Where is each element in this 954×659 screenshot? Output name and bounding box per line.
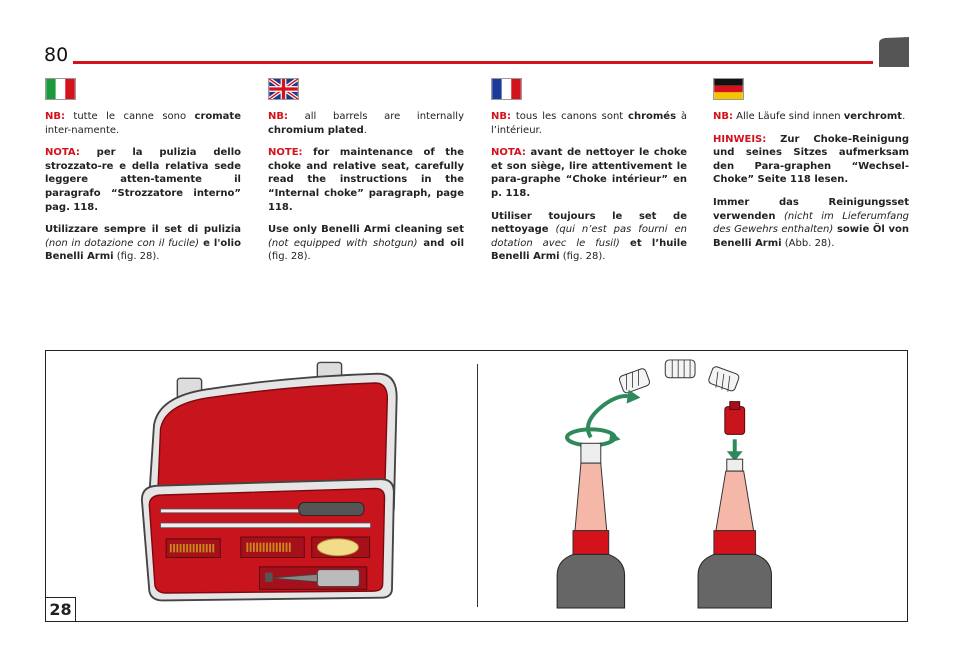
nota-paragraph: NOTA: avant de nettoyer le choke et son siège, lire attentivement le para-graphe “Choke intérieur” en p. 118. bbox=[491, 147, 687, 199]
corner-tab-icon bbox=[879, 37, 909, 67]
column-english bbox=[268, 78, 464, 273]
column-italian bbox=[45, 78, 241, 273]
column-german bbox=[713, 78, 909, 259]
cleaning-kit-case-illustration bbox=[140, 352, 420, 610]
figure-number: 28 bbox=[45, 597, 76, 622]
use-paragraph: Immer das Reinigungsset verwenden (nicht im Lieferumfang des Gewehrs enthalten) sowie Öl von Benelli Armi (Abb. 28). bbox=[713, 196, 909, 249]
uk-flag-icon bbox=[268, 78, 299, 100]
nota-paragraph: NOTA: per la pulizia dello strozzato-re e della relativa sede leggere atten-tamente il paragrafo “Strozzatore interno” pag. 118. bbox=[45, 147, 241, 213]
nb-paragraph: NB: Alle Läufe sind innen verchromt. bbox=[713, 111, 906, 122]
nb-paragraph: NB: tutte le canne sono cromate inter-namente. bbox=[45, 111, 241, 136]
italy-flag-icon bbox=[45, 78, 76, 100]
header-rule bbox=[73, 61, 873, 64]
germany-flag-icon bbox=[713, 78, 744, 100]
nb-paragraph: NB: all barrels are internally chromium plated. bbox=[268, 111, 464, 136]
france-flag-icon bbox=[491, 78, 522, 100]
nota-paragraph: NOTE: for maintenance of the choke and relative seat, carefully read the instructions in the “Internal choke” paragraph, page 118. bbox=[268, 147, 464, 213]
nb-paragraph: NB: tous les canons sont chromés à l’intérieur. bbox=[491, 111, 687, 136]
figure-divider bbox=[477, 364, 478, 607]
use-paragraph: Use only Benelli Armi cleaning set (not equipped with shotgun) and oil (fig. 28). bbox=[268, 224, 464, 263]
use-paragraph: Utiliser toujours le set de nettoyage (qui n’est pas fourni en dotation avec le fusil) et l’huile Benelli Armi (fig. 28). bbox=[491, 210, 687, 263]
page-number: 80 bbox=[44, 44, 69, 66]
column-french bbox=[491, 78, 687, 273]
nota-paragraph: HINWEIS: Zur Choke-Reinigung und seines Sitzes aufmerksam den Para-graphen “Wechsel-Choke” Seite 118 lesen. bbox=[713, 133, 909, 186]
choke-oiling-illustration bbox=[550, 352, 850, 610]
use-paragraph: Utilizzare sempre il set di pulizia (non in dotazione con il fucile) e l'olio Benelli Armi (fig. 28). bbox=[45, 224, 241, 263]
